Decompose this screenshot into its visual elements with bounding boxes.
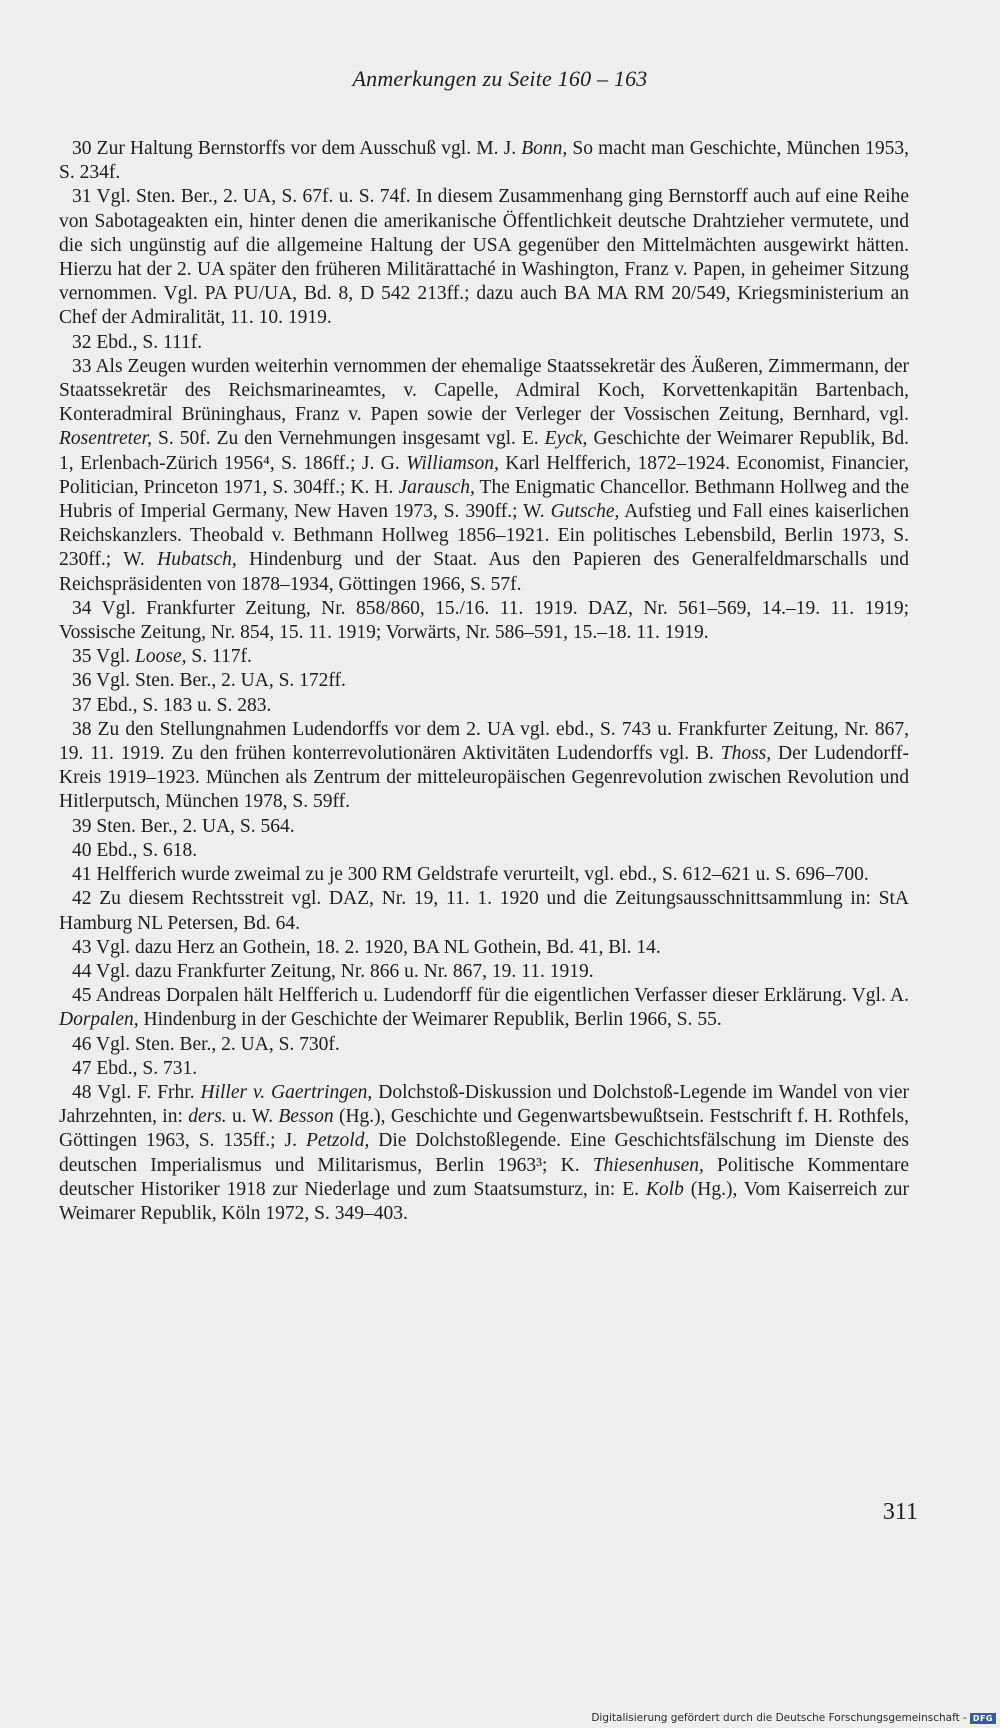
endnote — [59, 331, 909, 355]
endnote — [59, 694, 909, 718]
endnote-text: Zur Haltung Bernstorffs vor dem Ausschuß vgl. M. J. Bonn, So macht man Geschichte, München 1953, S. 234f. — [59, 138, 910, 184]
endnote-number: 33 — [72, 355, 96, 377]
endnote-text: Als Zeugen wurden weiterhin vernommen der ehemalige Staatssekretär des Äußeren, Zimmermann, der Staatssekretär des Reichsmarineamtes, v. Capelle, Admiral Koch, Korvettenkapitän Bartenbach, Konteradmiral Brüninghaus, Franz v. Papen sowie der Verleger der Vossischen Zeitung, Bernhard, vgl. Rosentreter, S. 50f. Zu den Vernehmungen insgesamt vgl. E. Eyck, Geschichte der Weimarer Republik, Bd. 1, Erlenbach-Zürich 1956⁴, S. 186ff.; J. G. Williamson, Karl Helfferich, 1872–1924. Economist, Financier, Politician, Princeton 1971, S. 304ff.; K. H. Jarausch, The Enigmatic Chancellor. Bethmann Hollweg and the Hubris of Imperial Germany, New Haven 1973, S. 390ff.; W. Gutsche, Aufstieg und Fall eines kaiserlichen Reichskanzlers. Theobald v. Bethmann Hollweg 1856–1921. Ein politisches Lebensbild, Berlin 1973, S. 230ff.; W. Hubatsch, Hindenburg und der Staat. Aus den Papieren des Generalfeldmarschalls und Reichspräsidenten von 1878–1934, Göttingen 1966, S. 57f. — [59, 355, 910, 595]
endnote-text: Zu diesem Rechtsstreit vgl. DAZ, Nr. 19, 11. 1. 1920 und die Zeitungsausschnittsammlung in: StA Hamburg NL Petersen, Bd. 64. — [59, 888, 910, 934]
endnote — [59, 718, 909, 815]
endnote-text: Ebd., S. 183 u. S. 283. — [96, 694, 272, 716]
endnote — [59, 936, 909, 960]
endnote-number: 30 — [72, 138, 97, 159]
endnote — [59, 185, 909, 330]
endnote — [59, 1081, 909, 1226]
dfg-logo-icon: DFG — [970, 1713, 996, 1724]
endnote-text: Vgl. Sten. Ber., 2. UA, S. 172ff. — [96, 670, 346, 692]
endnote — [59, 960, 909, 984]
endnote-number: 32 — [72, 331, 97, 353]
endnote-text: Vgl. Frankfurter Zeitung, Nr. 858/860, 15./16. 11. 1919. DAZ, Nr. 561–569, 14.–19. 11. 1919; Vossische Zeitung, Nr. 854, 15. 11. 1919; Vorwärts, Nr. 586–591, 15.–18. 11. 1919. — [59, 597, 909, 644]
endnote-number: 31 — [72, 186, 97, 208]
endnote-text: Zu den Stellungnahmen Ludendorffs vor dem 2. UA vgl. ebd., S. 743 u. Frankfurter Zeitung, Nr. 867, 19. 11. 1919. Zu den frühen konterrevolutionären Aktivitäten Ludendorffs vgl. B. Thoss, Der Ludendorff-Kreis 1919–1923. München als Zentrum der mitteleuropäischen Gegenrevolution zwischen Revolution und Hitlerputsch, München 1978, S. 59ff. — [59, 718, 910, 813]
endnote-number: 42 — [72, 888, 100, 910]
endnote-number: 48 — [72, 1081, 98, 1103]
endnote-text: Helfferich wurde zweimal zu je 300 RM Geldstrafe verurteilt, vgl. ebd., S. 612–621 u. S. 696–700. — [96, 864, 869, 886]
endnotes-list — [59, 137, 909, 1226]
endnote-text: Vgl. Loose, S. 117f. — [96, 646, 252, 668]
running-head: Anmerkungen zu Seite 160 – 163 — [352, 66, 648, 91]
endnote — [59, 863, 909, 887]
endnote-number: 43 — [72, 936, 97, 958]
endnote-text: Sten. Ber., 2. UA, S. 564. — [96, 815, 295, 837]
endnote — [59, 839, 909, 863]
endnote — [59, 887, 909, 935]
endnote-number: 35 — [72, 646, 97, 668]
endnote-text: Vgl. F. Frhr. Hiller v. Gaertringen, Dolchstoß-Diskussion und Dolchstoß-Legende im Wandel von vier Jahrzehnten, in: ders. u. W. Besson (Hg.), Geschichte und Gegenwartsbewußtsein. Festschrift f. H. Rothfels, Göttingen 1963, S. 135ff.; J. Petzold, Die Dolchstoßlegende. Eine Geschichtsfälschung im Dienste des deutschen Imperialismus und Militarismus, Berlin 1963³; K. Thiesenhusen, Politische Kommentare deutscher Historiker 1918 zur Niederlage und zum Staatsumsturz, in: E. Kolb (Hg.), Vom Kaiserreich zur Weimarer Republik, Köln 1972, S. 349–403. — [59, 1081, 910, 1224]
endnote — [59, 1057, 909, 1081]
endnote-text: Ebd., S. 731. — [96, 1057, 198, 1079]
endnote — [59, 1033, 909, 1057]
digitization-footer — [591, 1712, 996, 1724]
endnote-number: 45 — [72, 985, 96, 1007]
endnote — [59, 984, 909, 1032]
endnote-number: 44 — [72, 960, 97, 982]
endnote-text: Ebd., S. 111f. — [96, 331, 203, 353]
endnote — [59, 355, 909, 597]
endnote-number: 38 — [72, 718, 98, 740]
endnote-text: Ebd., S. 618. — [96, 839, 198, 861]
endnote-number: 39 — [72, 815, 97, 837]
endnote-text: Vgl. Sten. Ber., 2. UA, S. 730f. — [96, 1033, 340, 1055]
endnote-number: 46 — [72, 1033, 97, 1055]
endnote — [59, 815, 909, 839]
endnote-number: 40 — [72, 839, 97, 861]
endnote-text: Andreas Dorpalen hält Helfferich u. Ludendorff für die eigentlichen Verfasser dieser Erklärung. Vgl. A. Dorpalen, Hindenburg in der Geschichte der Weimarer Republik, Berlin 1966, S. 55. — [59, 985, 909, 1031]
endnote-text: Vgl. Sten. Ber., 2. UA, S. 67f. u. S. 74f. In diesem Zusammenhang ging Bernstorff auch auf eine Reihe von Sabotageakten ein, hinter denen die amerikanische Öffentlichkeit deutsche Drahtzieher vermutete, und die sich ungünstig auf die allgemeine Haltung der USA gegenüber den Mittelmächten ausgewirkt hätten. Hierzu hat der 2. UA später den früheren Militärattaché in Washington, Franz v. Papen, in geheimer Sitzung vernommen. Vgl. PA PU/UA, Bd. 8, D 542 213ff.; dazu auch BA MA RM 20/549, Kriegsministerium an Chef der Admiralität, 11. 10. 1919. — [59, 186, 910, 329]
endnote-number: 34 — [72, 597, 102, 619]
footer-text: Digitalisierung gefördert durch die Deutsche Forschungsgemeinschaft - — [591, 1712, 967, 1724]
endnote — [59, 597, 909, 645]
endnote — [59, 645, 909, 669]
endnote — [59, 137, 909, 185]
endnote-number: 41 — [72, 864, 97, 886]
endnote-text: Vgl. dazu Herz an Gothein, 18. 2. 1920, BA NL Gothein, Bd. 41, Bl. 14. — [96, 936, 661, 958]
endnote-number: 36 — [72, 670, 97, 692]
endnote-number: 47 — [72, 1057, 97, 1079]
endnote-number: 37 — [72, 694, 97, 716]
endnote — [59, 669, 909, 693]
page-number: 311 — [882, 1499, 918, 1525]
endnote-text: Vgl. dazu Frankfurter Zeitung, Nr. 866 u. Nr. 867, 19. 11. 1919. — [96, 960, 594, 982]
